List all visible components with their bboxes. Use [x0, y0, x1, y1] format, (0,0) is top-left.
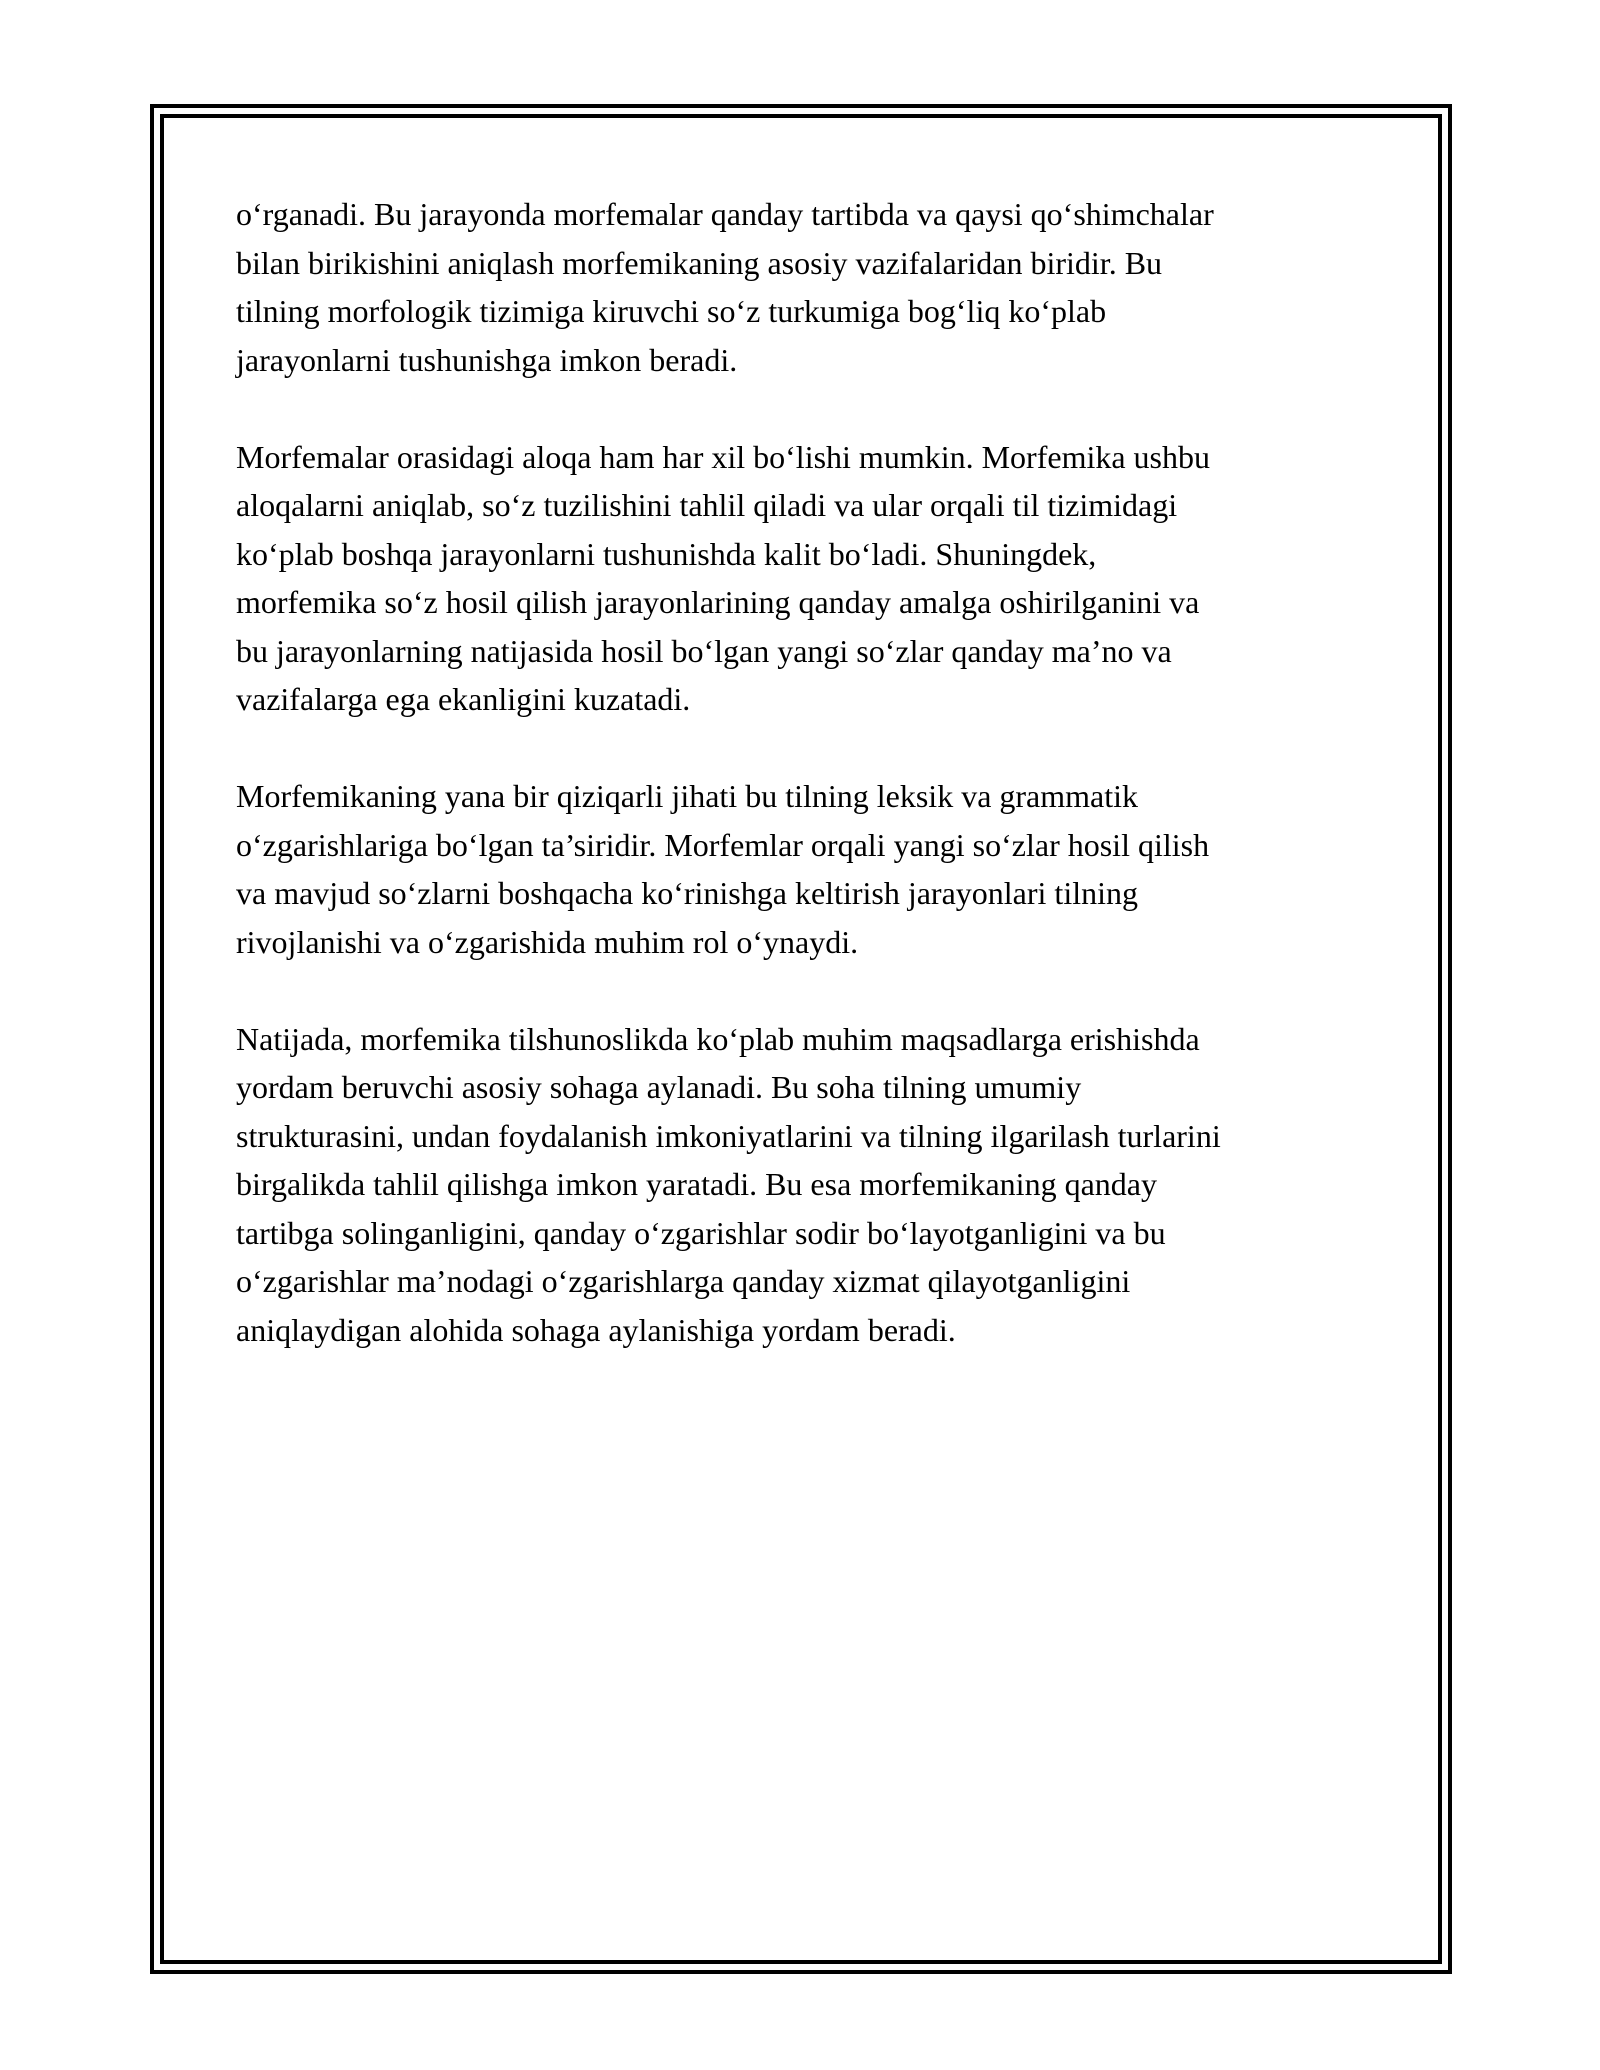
text-line: bilan birikishini aniqlash morfemikaning asosiy vazifalaridan biridir. Bu — [236, 244, 1163, 281]
text-line: jarayonlarni tushunishga imkon beradi. — [236, 341, 738, 378]
text-line: va mavjud so‘zlarni boshqacha ko‘rinishga keltirish jarayonlari tilning — [236, 875, 1138, 911]
text-line: aloqalarni aniqlab, so‘z tuzilishini tahlil qiladi va ular orqali til tizimidagi — [236, 487, 1178, 523]
text-line: tilning morfologik tizimiga kiruvchi so‘z turkumiga bog‘liq ko‘plab — [236, 293, 1107, 329]
text-line: tartibga solinganligini, qanday o‘zgarishlar sodir bo‘layotganligini va bu — [236, 1214, 1166, 1251]
paragraph-1 — [236, 190, 1376, 384]
text-line: Morfemikaning yana bir qiziqarli jihati bu tilning leksik va grammatik — [236, 778, 1139, 814]
text-line: rivojlanishi va o‘zgarishida muhim rol o‘ynaydi. — [236, 923, 859, 960]
text-line: o‘zgarishlariga bo‘lgan ta’siridir. Morfemlar orqali yangi so‘zlar hosil qilish — [236, 826, 1210, 863]
text-line: o‘rganadi. Bu jarayonda morfemalar qanday tartibda va qaysi qo‘shimchalar — [236, 196, 1214, 232]
document-body — [236, 190, 1376, 1403]
text-line: bu jarayonlarning natijasida hosil bo‘lgan yangi so‘zlar qanday ma’no va — [236, 632, 1172, 669]
text-line: morfemika so‘z hosil qilish jarayonlarining qanday amalga oshirilganini va — [236, 584, 1200, 620]
text-line: Morfemalar orasidagi aloqa ham har xil bo‘lishi mumkin. Morfemika ushbu — [236, 438, 1210, 475]
paragraph-2 — [236, 433, 1376, 724]
text-line: aniqlaydigan alohida sohaga aylanishiga yordam beradi. — [236, 1311, 956, 1348]
text-line: o‘zgarishlar ma’nodagi o‘zgarishlarga qanday xizmat qilayotganligini — [236, 1263, 1131, 1299]
text-line: Natijada, morfemika tilshunoslikda ko‘plab muhim maqsadlarga erishishda — [236, 1020, 1200, 1057]
text-line: ko‘plab boshqa jarayonlarni tushunishda kalit bo‘ladi. Shuningdek, — [236, 535, 1097, 572]
paragraph-3 — [236, 772, 1376, 966]
text-line: vazifalarga ega ekanligini kuzatadi. — [236, 681, 691, 717]
text-line: birgalikda tahlil qilishga imkon yaratadi. Bu esa morfemikaning qanday — [236, 1166, 1157, 1202]
text-line: yordam beruvchi asosiy sohaga aylanadi. Bu soha tilning umumiy — [236, 1069, 1082, 1105]
text-line: strukturasini, undan foydalanish imkoniyatlarini va tilning ilgarilash turlarini — [236, 1117, 1221, 1154]
paragraph-4 — [236, 1015, 1376, 1355]
